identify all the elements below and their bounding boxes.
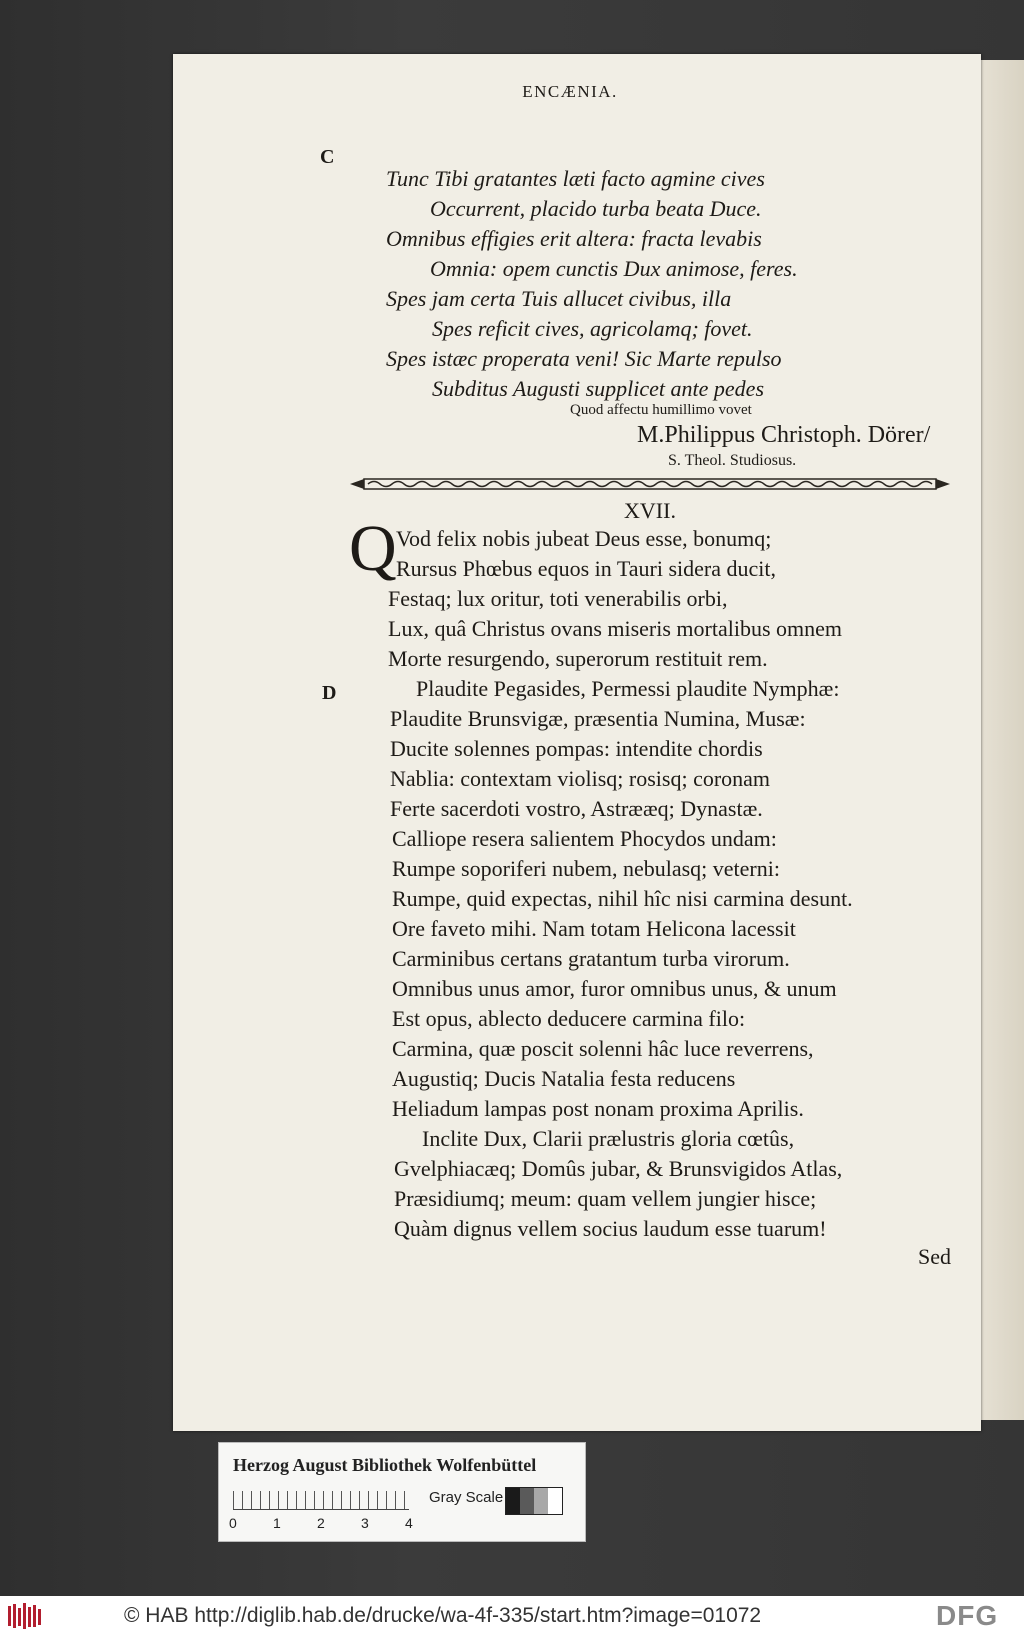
verse-line: Carminibus certans gratantum turba virorum. — [392, 946, 790, 971]
poem-line: Omnibus effigies erit altera: fracta levabis — [386, 226, 762, 251]
poem-line: Spes istæc properata veni! Sic Marte repulso — [386, 346, 782, 371]
drop-cap: Q — [349, 512, 397, 585]
verse-line: Vod felix nobis jubeat Deus esse, bonumq; — [396, 526, 772, 551]
verse-line: Inclite Dux, Clarii prælustris gloria cœtûs, — [422, 1126, 795, 1151]
source-url-link[interactable]: http://diglib.hab.de/drucke/wa-4f-335/start.htm?image=01072 — [194, 1604, 762, 1627]
gray-swatch — [506, 1488, 520, 1514]
verse-line: Plaudite Brunsvigæ, præsentia Numina, Musæ: — [390, 706, 806, 731]
ruler-number: 4 — [405, 1515, 413, 1531]
verse-line: Morte resurgendo, superorum restituit rem. — [388, 646, 768, 671]
verse-line: Gvelphiacæq; Domûs jubar, & Brunsvigidos Atlas, — [394, 1156, 843, 1181]
ruler-number: 1 — [273, 1515, 281, 1531]
footer-copyright — [124, 1604, 761, 1628]
ornamental-divider — [350, 476, 950, 492]
verse-line: Præsidiumq; meum: quam vellem jungier hisce; — [394, 1186, 817, 1211]
catchword: Sed — [918, 1244, 951, 1269]
verse-line: Quàm dignus vellem socius laudum esse tuarum! — [394, 1216, 827, 1241]
poem-line: Subditus Augusti supplicet ante pedes — [432, 376, 765, 401]
verse-line: Rursus Phœbus equos in Tauri sidera ducit, — [396, 556, 776, 581]
section-number: XVII. — [624, 498, 676, 523]
footer-bar — [0, 1596, 1024, 1636]
poem-line: Spes jam certa Tuis allucet civibus, illa — [386, 286, 732, 311]
ruler-number: 2 — [317, 1515, 325, 1531]
poem-line: Spes reficit cives, agricolamq; fovet. — [432, 316, 753, 341]
verse-line: Est opus, ablecto deducere carmina filo: — [392, 1006, 746, 1031]
dfg-logo: DFG — [936, 1600, 999, 1631]
library-name: Herzog August Bibliothek Wolfenbüttel — [233, 1455, 537, 1475]
poem-line: Omnia: opem cunctis Dux animose, feres. — [430, 256, 798, 281]
verse-line: Nablia: contextam violisq; rosisq; coronam — [390, 766, 771, 791]
verse-line: Ducite solennes pompas: intendite chordis — [390, 736, 763, 761]
margin-letter-c: C — [320, 146, 335, 168]
verse-line: Carmina, quæ poscit solenni hâc luce reverrens, — [392, 1036, 814, 1061]
gray-swatch — [534, 1488, 548, 1514]
verse-line: Rumpe soporiferi nubem, nebulasq; veterni: — [392, 856, 780, 881]
facing-page-edge — [978, 60, 1024, 1420]
gray-swatch — [548, 1488, 562, 1514]
measurement-ruler — [233, 1491, 409, 1510]
poem-line: Tunc Tibi gratantes læti facto agmine cives — [386, 166, 765, 191]
ruler-number: 3 — [361, 1515, 369, 1531]
verse-line: Omnibus unus amor, furor omnibus unus, & unum — [392, 976, 837, 1001]
ruler-number: 0 — [229, 1515, 237, 1531]
verse-line: Augustiq; Ducis Natalia festa reducens — [392, 1066, 736, 1091]
gray-scale-label: Gray Scale — [429, 1489, 504, 1506]
hab-logo-icon — [6, 1600, 46, 1632]
gray-swatch — [520, 1488, 534, 1514]
gray-scale-swatches — [505, 1487, 563, 1515]
verse-line: Calliope resera salientem Phocydos undam: — [392, 826, 777, 851]
verse-line: Festaq; lux oritur, toti venerabilis orbi, — [388, 586, 728, 611]
poem-line: Occurrent, placido turba beata Duce. — [430, 196, 762, 221]
verse-line: Plaudite Pegasides, Permessi plaudite Nymphæ: — [416, 676, 840, 701]
author-title: S. Theol. Studiosus. — [668, 452, 797, 469]
copyright-text: © HAB — [124, 1604, 189, 1627]
verse-line: Ore faveto mihi. Nam totam Helicona lacessit — [392, 916, 796, 941]
scale-card — [218, 1442, 586, 1542]
verse-line: Lux, quâ Christus ovans miseris mortalibus omnem — [388, 616, 843, 641]
margin-letter-d: D — [322, 682, 337, 704]
dedication-line: Quod affectu humillimo vovet — [570, 402, 752, 418]
author-name: M.Philippus Christoph. Dörer/ — [637, 422, 931, 448]
running-header: ENCÆNIA. — [522, 82, 618, 101]
verse-line: Ferte sacerdoti vostro, Astrææq; Dynastæ. — [390, 796, 763, 821]
verse-line: Heliadum lampas post nonam proxima Aprilis. — [392, 1096, 804, 1121]
verse-line: Rumpe, quid expectas, nihil hîc nisi carmina desunt. — [392, 886, 853, 911]
